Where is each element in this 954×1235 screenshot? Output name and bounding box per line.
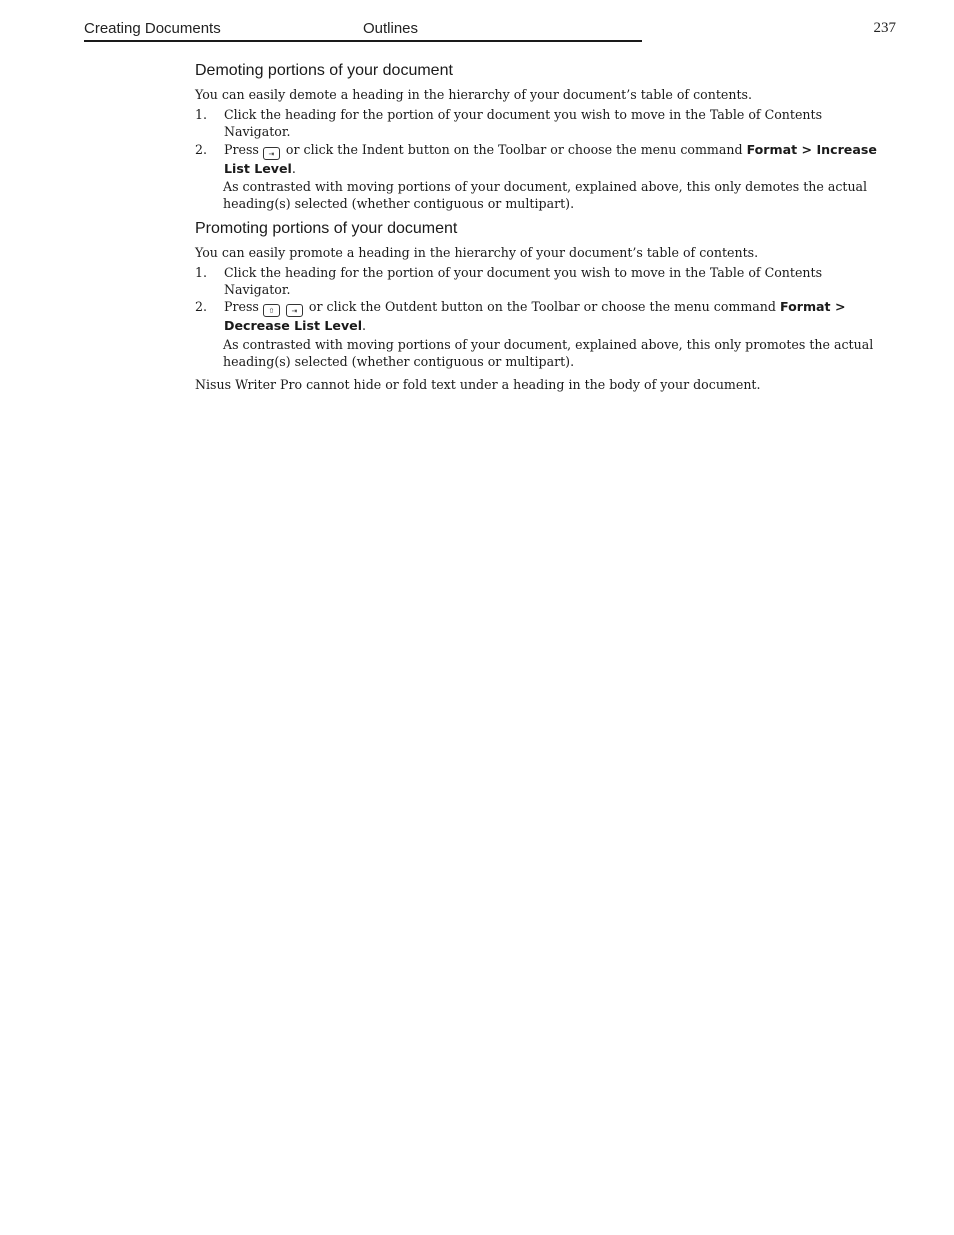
header-rule bbox=[84, 40, 642, 42]
promote-step2-number: 2. bbox=[195, 299, 208, 314]
tab-key-icon: ⇥ bbox=[286, 304, 303, 317]
demote-step2-press: Press bbox=[224, 142, 259, 157]
running-header-chapter: Creating Documents bbox=[84, 20, 221, 37]
promote-intro: You can easily promote a heading in the hierarchy of your document’s table of contents. bbox=[195, 245, 759, 260]
section-heading-demote: Demoting portions of your document bbox=[195, 62, 453, 79]
demote-step1-number: 1. bbox=[195, 107, 208, 122]
demote-note: As contrasted with moving portions of your document, explained above, this only demotes the actual heading(s) selected (whether contiguous or multipart). bbox=[223, 179, 868, 211]
promote-step2-mid: or click the Outdent button on the Toolbar or choose the menu command bbox=[308, 299, 776, 314]
promote-menu-command: Format > Decrease List Level bbox=[224, 299, 846, 333]
running-header-section: Outlines bbox=[363, 20, 419, 37]
tab-key-icon: ⇥ bbox=[263, 147, 280, 160]
demote-step2-end: . bbox=[291, 161, 296, 176]
promote-step2 bbox=[224, 298, 880, 334]
page-number: 237 bbox=[873, 20, 896, 36]
demote-step2 bbox=[224, 141, 880, 177]
demote-step2-number: 2. bbox=[195, 142, 208, 157]
promote-step1-text: Click the heading for the portion of your document you wish to move in the Table of Contents Navigator. bbox=[224, 265, 823, 297]
demote-intro: You can easily demote a heading in the hierarchy of your document’s table of contents. bbox=[195, 87, 752, 102]
demote-step2-mid: or click the Indent button on the Toolbar or choose the menu command bbox=[285, 142, 743, 157]
closing-paragraph: Nisus Writer Pro cannot hide or fold text under a heading in the body of your document. bbox=[195, 377, 761, 392]
demote-menu-command: Format > Increase List Level bbox=[224, 142, 877, 176]
shift-key-icon: ⇧ bbox=[263, 304, 280, 317]
demote-step1-text: Click the heading for the portion of your document you wish to move in the Table of Contents Navigator. bbox=[224, 107, 823, 139]
promote-note: As contrasted with moving portions of your document, explained above, this only promotes the actual heading(s) selected (whether contiguous or multipart). bbox=[223, 337, 874, 369]
section-heading-promote: Promoting portions of your document bbox=[195, 220, 458, 237]
promote-step2-end: . bbox=[362, 318, 367, 333]
promote-step2-press: Press bbox=[224, 299, 259, 314]
promote-step1-number: 1. bbox=[195, 265, 208, 280]
